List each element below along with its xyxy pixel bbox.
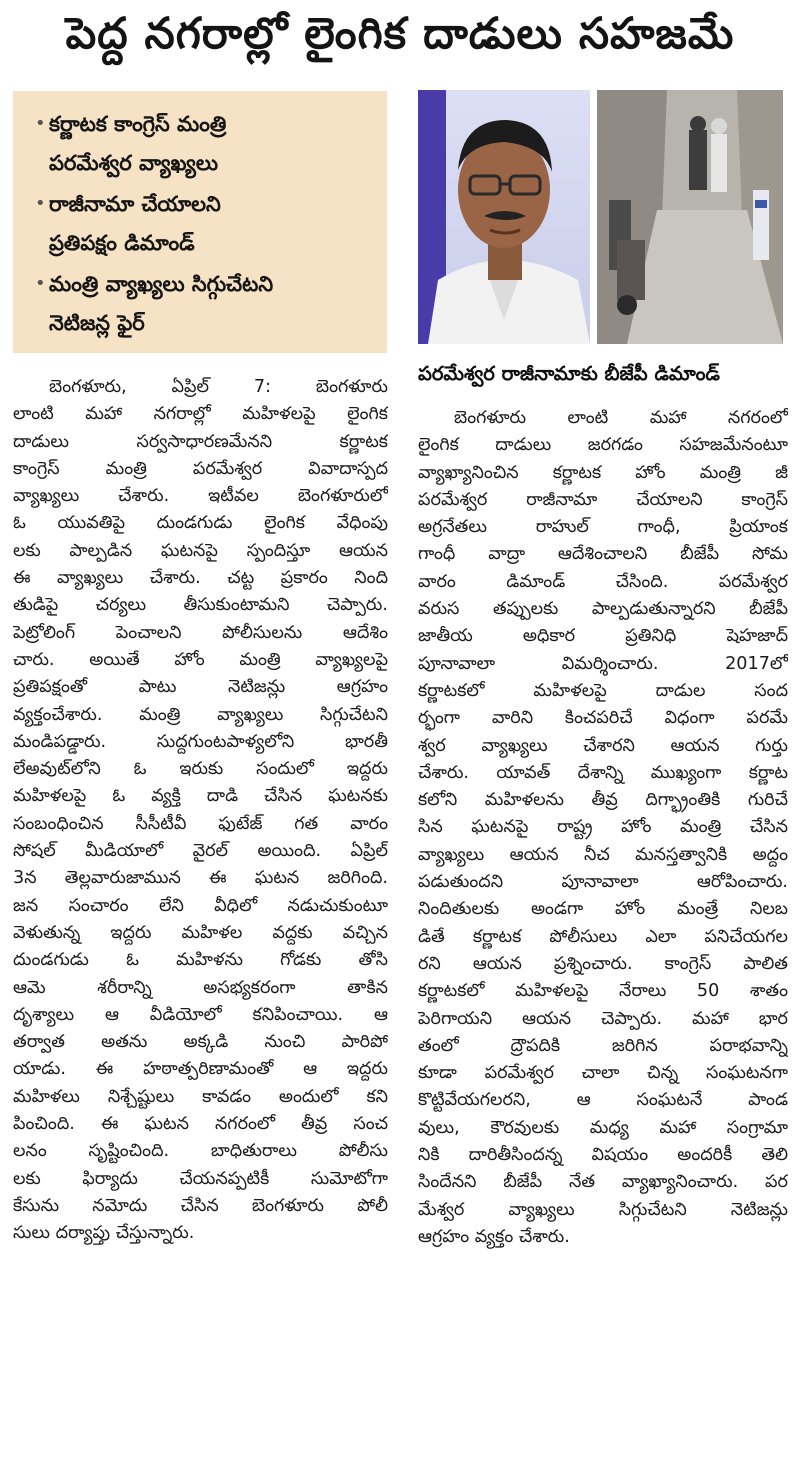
- cctv-image: [597, 90, 783, 344]
- article-line: లనం సృష్టించింది. బాధితురాలు పోలీసు: [13, 1141, 388, 1162]
- article-line: ఓ యువతిపై దుండగుడు లైంగిక వేధింపు: [13, 513, 388, 534]
- article-line: జాతీయ అధికార ప్రతినిధి షెహజాద్: [418, 626, 788, 647]
- article-line: సంబంధించిన సీసీటీవీ ఫుటేజ్ గత వారం: [13, 813, 388, 834]
- article-line: సులు దర్యాప్తు చేస్తున్నారు.: [13, 1223, 195, 1244]
- article-line: ఈ వ్యాఖ్యలు చేశారు. చట్ట ప్రకారం నింది: [13, 568, 388, 589]
- article-line: చేశారు. యావత్ దేశాన్ని ముఖ్యంగా కర్ణాట: [418, 762, 788, 783]
- article-line: పడుతుందని పూనావాలా ఆరోపించారు.: [418, 872, 788, 893]
- highlight-line: రాజీనామా చేయాలని: [49, 192, 221, 216]
- highlight-item: [35, 265, 379, 343]
- article-line: సిన ఘటనపై రాష్ట్ర హోం మంత్రి చేసిన: [418, 817, 788, 838]
- highlights-box: [13, 91, 387, 353]
- cctv-photo: [597, 90, 783, 344]
- highlight-line: పరమేశ్వర వ్యాఖ్యలు: [49, 151, 219, 175]
- article-line: సిందేనని బీజేపీ నేత వ్యాఖ్యానించారు. పర: [418, 1172, 788, 1193]
- article-line: వెళుతున్న ఇద్దరు మహిళల వద్దకు వచ్చిన: [13, 922, 388, 943]
- article-line: కలోని మహిళలను తీవ్ర దిగ్భ్రాంతికి గురిచే: [418, 790, 788, 811]
- article-line: ప్రతిపక్షంతో పాటు నెటిజన్లు ఆగ్రహం: [13, 677, 388, 698]
- portrait-photo: [418, 90, 590, 344]
- article-line: యాడు. ఈ హఠాత్పరిణామంతో ఆ ఇద్దరు: [13, 1059, 388, 1080]
- article-line: కాంగ్రెస్ మంత్రి పరమేశ్వర వివాదాస్పద: [13, 458, 388, 479]
- article-line: దాడులు సర్వసాధారణమేనని కర్ణాటక: [13, 431, 388, 452]
- article-line: లకు పాల్పడిన ఘటనపై స్పందిస్తూ ఆయన: [13, 540, 388, 561]
- article-line: దృశ్యాలు ఆ వీడియోలో కనిపించాయి. ఆ: [13, 1004, 388, 1025]
- article-line: పరమేశ్వర రాజీనామా చేయాలని కాంగ్రెస్: [418, 489, 788, 510]
- article-line: శ్వర వ్యాఖ్యలు చేశారని ఆయన గుర్తు: [418, 735, 788, 756]
- article-line: వ్యక్తంచేశారు. మంత్రి వ్యాఖ్యలు సిగ్గుచేటని: [13, 704, 388, 725]
- right-column: [418, 405, 788, 1251]
- article-line: లకు ఫిర్యాదు చేయనప్పటికీ సుమోటోగా: [13, 1168, 388, 1189]
- article-line: పెట్రోలింగ్ పెంచాలని పోలీసులను ఆదేశిం: [13, 622, 388, 643]
- portrait-image: [418, 90, 590, 344]
- article-line: పూనావాలా విమర్శించారు. 2017లో: [418, 653, 788, 674]
- article-line: వ్యాఖ్యలు చేశారు. ఇటీవల బెంగళూరులో: [13, 486, 388, 507]
- article-line: పించింది. ఈ ఘటన నగరంలో తీవ్ర సంచ: [13, 1114, 388, 1135]
- article-line: లేఅవుట్‌లోని ఓ ఇరుకు సందులో ఇద్దరు: [13, 759, 388, 780]
- article-line: 3న తెల్లవారుజామున ఈ ఘటన జరిగింది.: [13, 868, 388, 889]
- article-line: కూడా పరమేశ్వర చాలా చిన్న సంఘటనగా: [418, 1063, 788, 1084]
- highlight-line: ప్రతిపక్షం డిమాండ్: [49, 231, 195, 255]
- highlight-text: [49, 185, 221, 263]
- article-line: వులు, కౌరవులకు మధ్య మహా సంగ్రామా: [418, 1117, 788, 1138]
- article-line: కేసును నమోదు చేసిన బెంగళూరు పోలీ: [13, 1195, 388, 1216]
- article-line: జన సంచారం లేని వీధిలో నడుచుకుంటూ: [13, 895, 388, 916]
- article-line: పెరిగాయని ఆయన చెప్పారు. మహా భార: [418, 1008, 788, 1029]
- article-line: వారం డిమాండ్ చేసింది. పరమేశ్వర: [418, 571, 788, 592]
- article-line: బెంగళూరు లాంటి మహా నగరంలో: [454, 408, 788, 428]
- article-line: తంలో ద్రౌపదికి జరిగిన పరాభవాన్ని: [418, 1035, 788, 1056]
- article-line: తర్వాత అతను అక్కడి నుంచి పారిపో: [13, 1032, 388, 1053]
- article-line: దుండగుడు ఓ మహిళను గోడకు తోసి: [13, 950, 388, 971]
- article-line: లాంటి మహా నగరాల్లో మహిళలపై లైంగిక: [13, 404, 388, 425]
- article-line: కర్ణాటకలో మహిళలపై నేరాలు 50 శాతం: [418, 981, 788, 1002]
- highlight-line: కర్ణాటక కాంగ్రెస్ మంత్రి: [49, 112, 227, 136]
- article-line: వ్యాఖ్యలు ఆయన నీచ మనస్తత్వానికి అద్దం: [418, 844, 788, 865]
- article-line: రని ఆయన ప్రశ్నించారు. కాంగ్రెస్ పాలిత: [418, 953, 788, 974]
- article-line: అగ్రనేతలు రాహుల్ గాంధీ, ప్రియాంక: [418, 517, 788, 538]
- article-line: మహిళలపై ఓ వ్యక్తి దాడి చేసిన ఘటనకు: [13, 786, 388, 807]
- article-line: కొట్టివేయగలరని, ఆ సంఘటనే పాండ: [418, 1090, 788, 1111]
- article-line: వ్యాఖ్యానించిన కర్ణాటక హోం మంత్రి జీ: [418, 462, 788, 483]
- article-line: నికి దారితీసిందన్న విషయం అందరికీ తెలి: [418, 1145, 788, 1166]
- highlight-text: [49, 105, 226, 183]
- headline: పెద్ద నగరాల్లో లైంగిక దాడులు సహజమే: [65, 9, 735, 59]
- bullet-icon: •: [35, 113, 46, 134]
- highlight-text: [49, 265, 273, 343]
- bullet-icon: •: [35, 273, 46, 294]
- highlight-item: [35, 105, 379, 183]
- article-line: కర్ణాటకలో మహిళలపై దాడుల సంద: [418, 680, 788, 701]
- article-line: నిందితులకు అండగా హోం మంత్రే నిలబ: [418, 899, 788, 920]
- article-line: గాంధీ వాద్రా ఆదేశించాలని బీజేపీ సోమ: [418, 544, 788, 565]
- article-line: డితే కర్ణాటక పోలీసులు ఎలా పనిచేయగల: [418, 926, 788, 947]
- article-line: లైంగిక దాడులు జరగడం సహజమేనంటూ: [418, 435, 788, 456]
- article-line: ర్భంగా వారిని కించపరిచే విధంగా పరమే: [418, 708, 788, 729]
- bullet-icon: •: [35, 193, 46, 214]
- article-line: వరుస తప్పులకు పాల్పడుతున్నారని బీజేపీ: [418, 599, 788, 620]
- article-line: మేశ్వర వ్యాఖ్యలు సిగ్గుచేటని నెటిజన్లు: [418, 1199, 788, 1220]
- article-line: మహిళలు నిశ్చేష్టులు కావడం అందులో కని: [13, 1086, 388, 1107]
- highlight-line: నెటిజన్ల ఫైర్: [49, 311, 145, 335]
- photo-caption: పరమేశ్వర రాజీనామాకు బీజేపీ డిమాండ్: [418, 362, 720, 385]
- article-line: మండిపడ్డారు. సుద్దగుంటపాళ్యలోని భారతీ: [13, 731, 388, 752]
- article-line: చారు. అయితే హోం మంత్రి వ్యాఖ్యలపై: [13, 649, 388, 670]
- highlight-item: [35, 185, 379, 263]
- left-column: [13, 374, 388, 1248]
- article-line: ఆగ్రహం వ్యక్తం చేశారు.: [418, 1226, 570, 1247]
- article-line: ఆమె శరీరాన్ని అసభ్యకరంగా తాకిన: [13, 977, 388, 998]
- article-line: బెంగళూరు, ఏప్రిల్ 7: బెంగళూరు: [49, 377, 388, 397]
- article-line: సోషల్ మీడియాలో వైరల్ అయింది. ఏప్రిల్: [13, 841, 388, 862]
- highlight-line: మంత్రి వ్యాఖ్యలు సిగ్గుచేటని: [49, 272, 274, 296]
- article-line: తుడిపై చర్యలు తీసుకుంటామని చెప్పారు.: [13, 595, 388, 616]
